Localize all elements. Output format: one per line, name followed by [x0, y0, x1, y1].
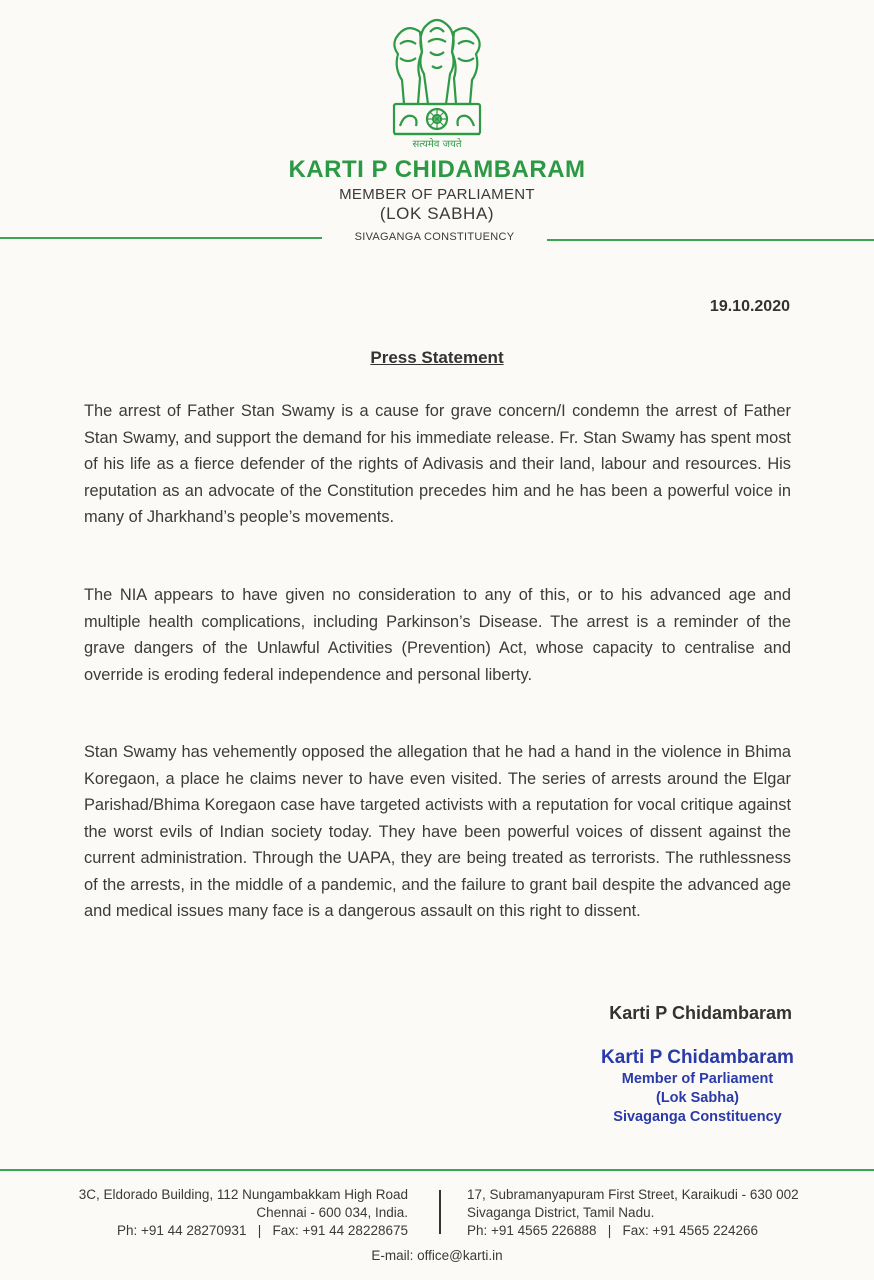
chennai-separator: |: [257, 1223, 262, 1238]
statement-date: 19.10.2020: [709, 298, 790, 315]
letterhead-name: KARTI P CHIDAMBARAM: [288, 156, 586, 183]
letterhead-divider-left: [0, 237, 322, 239]
chennai-fax: Fax: +91 44 28228675: [272, 1223, 408, 1238]
stamp-constituency: Sivaganga Constituency: [613, 1109, 782, 1125]
letterhead-title: MEMBER OF PARLIAMENT: [339, 186, 535, 203]
chennai-contact: [20, 1222, 408, 1240]
statement-paragraph-3: Stan Swamy has vehemently opposed the allegation that he had a hand in the violence in Bhima Koregaon, a place he claims never to have even visited. The series of arrests around the Elgar Parishad/Bhima Koregaon case have targeted activists with a reputation for vocal critique against the worst evils of Indian society today. They have been powerful voices of dissent against the current administration. Through the UAPA, they are being treated as terrorists. The ruthlessness of the arrests, in the middle of a pandemic, and the failure to grant bail despite the advanced age and medical issues many face is a dangerous assault on this right to dissent.: [84, 743, 791, 920]
official-stamp: [570, 1046, 825, 1127]
karaikudi-separator: |: [607, 1223, 612, 1238]
karaikudi-contact: [467, 1222, 867, 1240]
footer-column-separator: [439, 1190, 441, 1234]
footer-divider: [0, 1169, 874, 1171]
statement-heading: Press Statement: [370, 348, 504, 367]
stamp-house: (Lok Sabha): [656, 1090, 739, 1106]
statement-paragraph-2: The NIA appears to have given no consideration to any of this, or to his advanced age and multiple health complications, including Parkinson’s Disease. The arrest is a reminder of the grave dangers of the Unlawful Activities (Prevention) Act, whose capacity to centralise and override is eroding federal independence and personal liberty.: [84, 586, 791, 684]
signatory-name: Karti P Chidambaram: [609, 1003, 792, 1023]
chennai-phone: Ph: +91 44 28270931: [116, 1223, 247, 1238]
letterhead-constituency: SIVAGANGA CONSTITUENCY: [354, 231, 515, 243]
stamp-name: Karti P Chidambaram: [601, 1047, 794, 1068]
emblem-motto: सत्यमेव जयते: [412, 139, 462, 150]
chennai-address-line2: Chennai - 600 034, India.: [256, 1205, 408, 1220]
chennai-address-line1: 3C, Eldorado Building, 112 Nungambakkam High Road: [78, 1187, 408, 1202]
karaikudi-address: [467, 1186, 867, 1240]
karaikudi-fax: Fax: +91 4565 224266: [622, 1223, 759, 1238]
karaikudi-phone: Ph: +91 4565 226888: [467, 1223, 597, 1238]
contact-email[interactable]: E-mail: office@karti.in: [371, 1248, 503, 1263]
karaikudi-address-line2: Sivaganga District, Tamil Nadu.: [467, 1205, 655, 1220]
ashoka-emblem-icon: [386, 8, 488, 148]
stamp-title: Member of Parliament: [621, 1071, 774, 1087]
statement-paragraph-1: The arrest of Father Stan Swamy is a cause for grave concern/I condemn the arrest of Father Stan Swamy, and support the demand for his immediate release. Fr. Stan Swamy has spent most of his life as a fierce defender of the rights of Adivasis and their land, labour and resources. His reputation as an advocate of the Constitution precedes him and he has been a powerful voice in many of Jharkhand’s people’s movements.: [84, 402, 791, 526]
karaikudi-address-line1: 17, Subramanyapuram First Street, Karaikudi - 630 002: [467, 1187, 799, 1202]
letterhead-divider-right: [547, 239, 874, 241]
letterhead-house: (LOK SABHA): [379, 204, 495, 223]
chennai-address: [20, 1186, 408, 1240]
